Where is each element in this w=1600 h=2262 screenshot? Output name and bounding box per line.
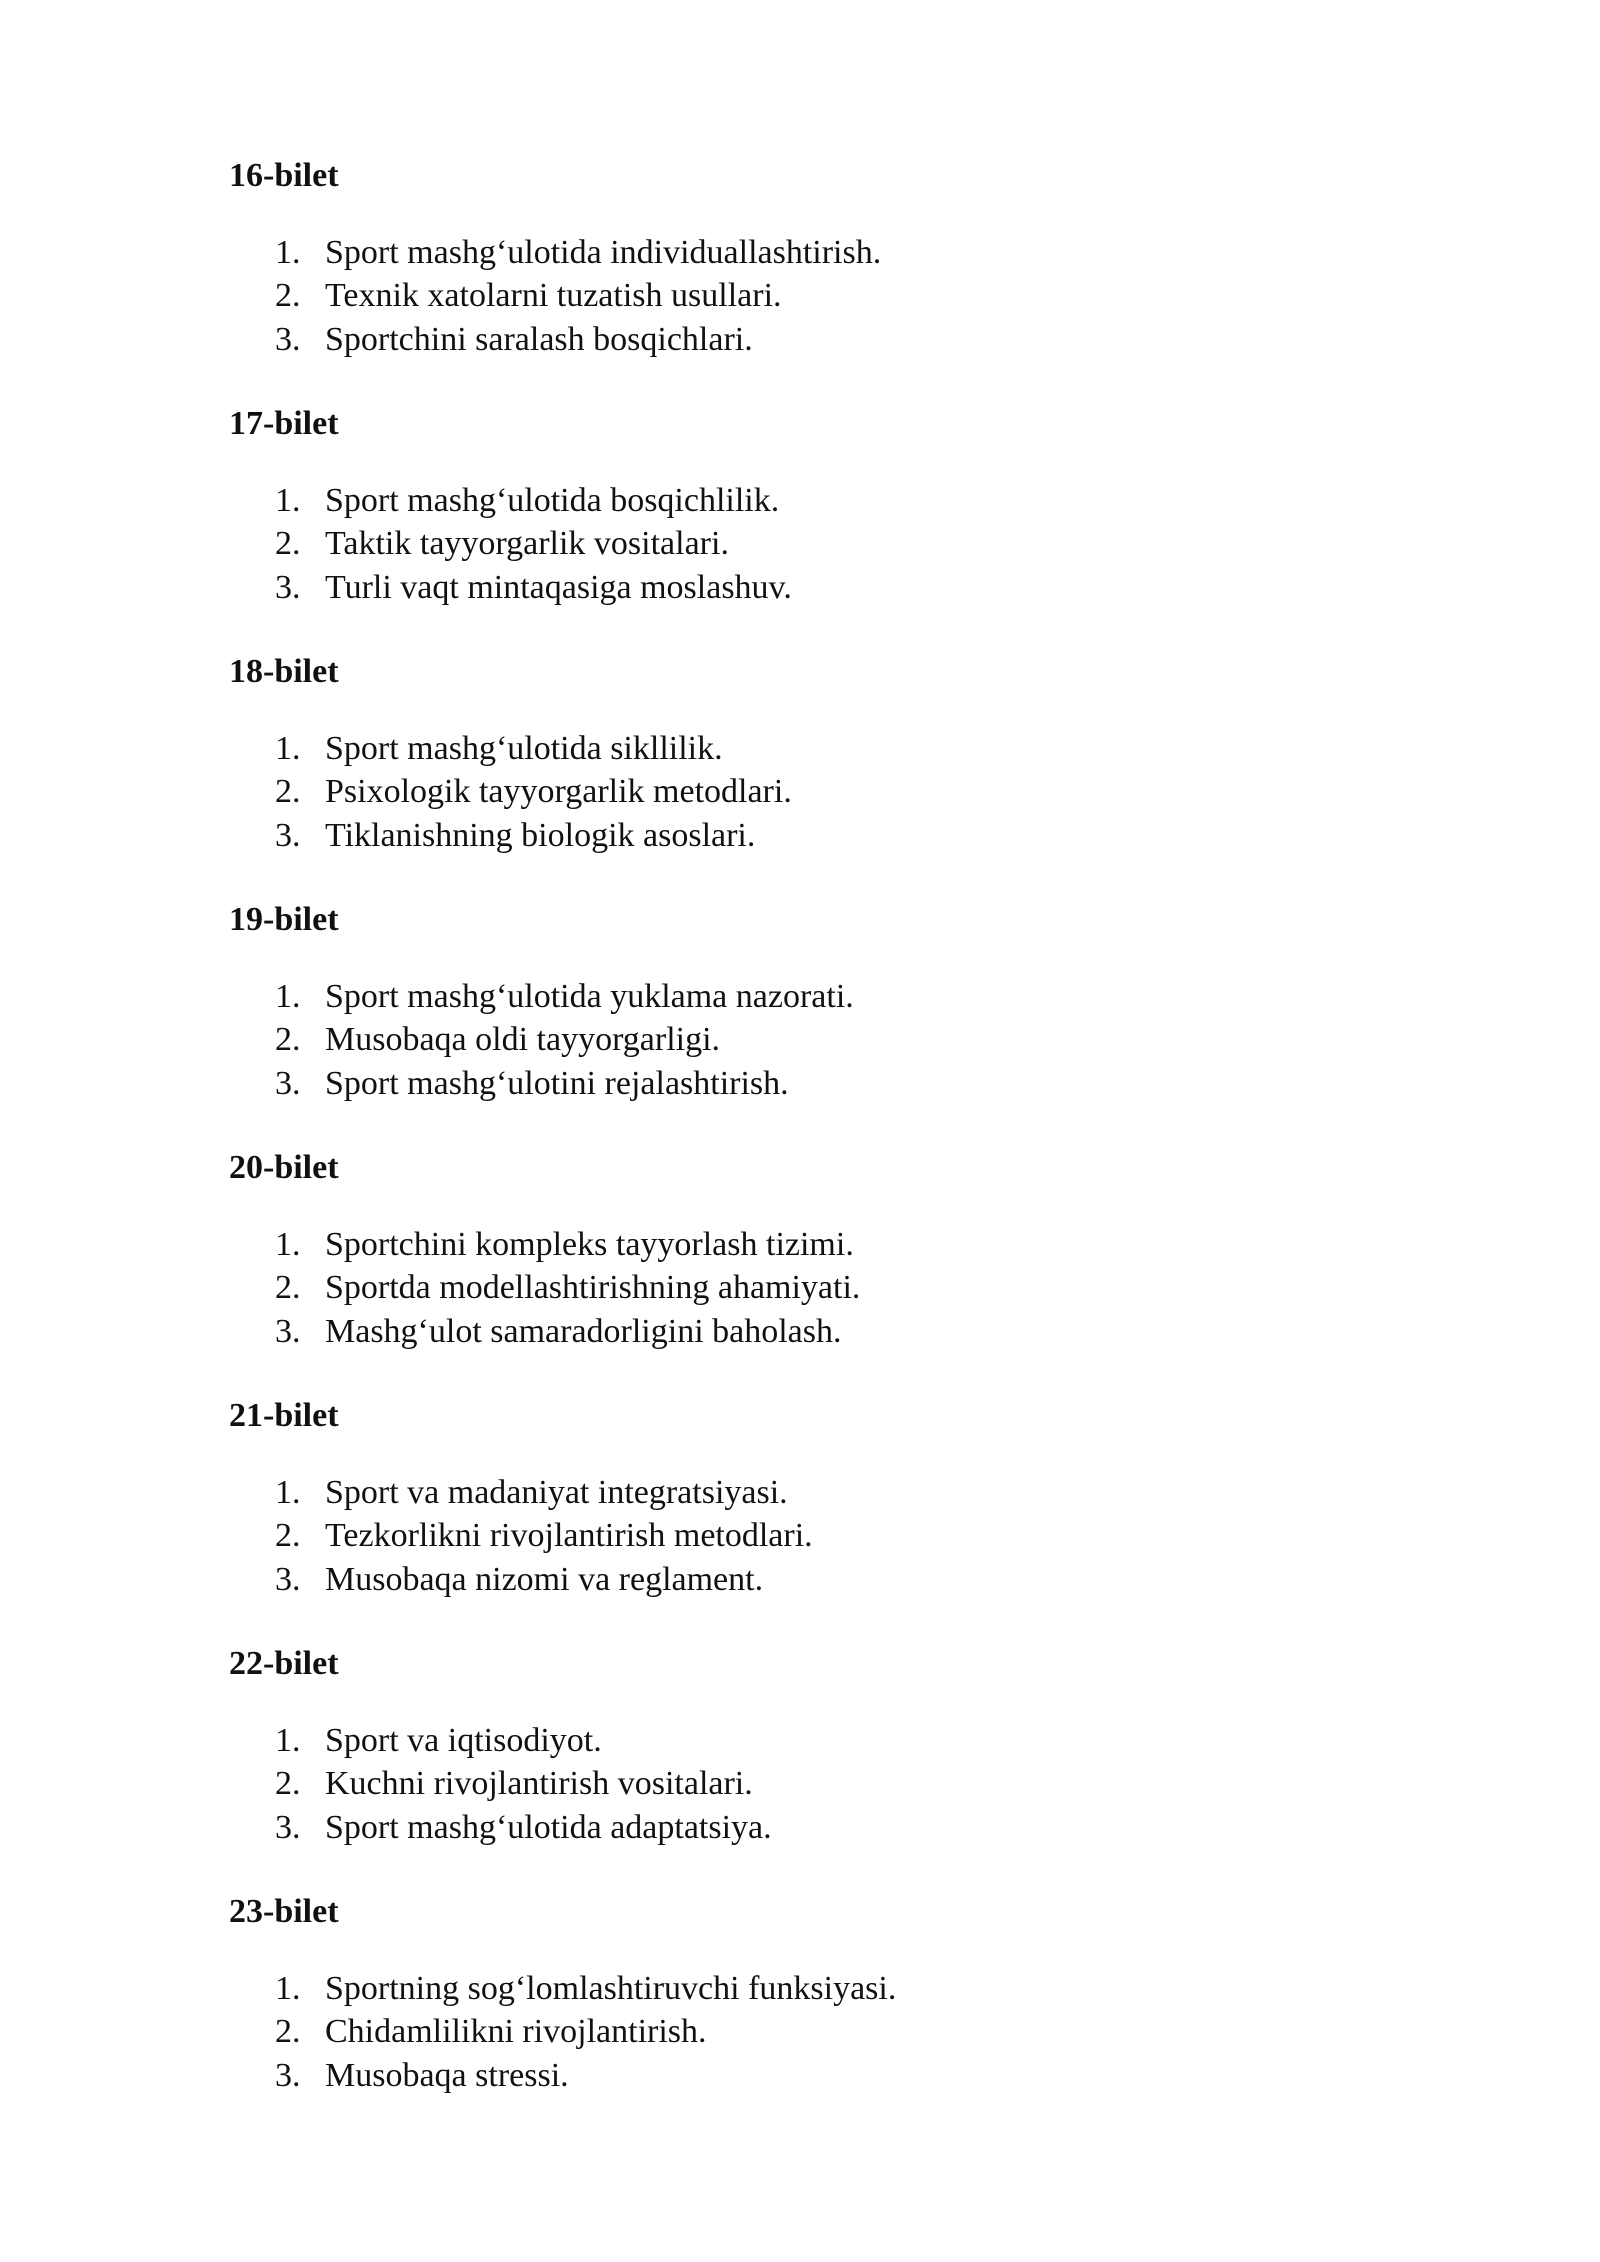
ticket-title: 19-bilet (229, 901, 339, 938)
question-list (229, 1471, 1429, 1601)
question-number: 3. (275, 1312, 301, 1350)
question-text: Psixologik tayyorgarlik metodlari. (325, 773, 792, 811)
question-number: 1. (275, 234, 301, 271)
question-text: Sport va madaniyat integratsiyasi. (325, 1474, 788, 1511)
question-text: Tezkorlikni rivojlantirish metodlari. (325, 1517, 813, 1555)
question-text: Sportda modellashtirishning ahamiyati. (325, 1269, 861, 1307)
question-text: Sportchini saralash bosqichlari. (325, 320, 753, 358)
ticket-title: 20-bilet (229, 1149, 339, 1186)
question-item (229, 1266, 1429, 1309)
question-item (229, 2010, 1429, 2053)
ticket-title: 21-bilet (229, 1397, 339, 1434)
question-item (229, 814, 1429, 857)
question-item (229, 318, 1429, 361)
question-list (229, 727, 1429, 857)
question-text: Turli vaqt mintaqasiga moslashuv. (325, 568, 792, 606)
question-number: 1. (275, 482, 301, 519)
ticket-22 (229, 1638, 1429, 1886)
question-item (229, 522, 1429, 565)
question-text: Kuchni rivojlantirish vositalari. (325, 1765, 753, 1803)
question-item (229, 975, 1429, 1018)
question-list (229, 975, 1429, 1105)
question-item (229, 1062, 1429, 1105)
ticket-18 (229, 646, 1429, 894)
question-text: Sport va iqtisodiyot. (325, 1722, 602, 1759)
question-item (229, 1967, 1429, 2010)
ticket-23 (229, 1886, 1429, 2134)
question-item (229, 231, 1429, 274)
ticket-17 (229, 398, 1429, 646)
question-text: Musobaqa oldi tayyorgarligi. (325, 1021, 721, 1059)
question-list (229, 479, 1429, 609)
question-text: Musobaqa stressi. (325, 2056, 569, 2094)
ticket-title: 18-bilet (229, 653, 339, 690)
question-number: 1. (275, 1722, 301, 1759)
question-item (229, 1018, 1429, 1061)
ticket-title: 23-bilet (229, 1893, 339, 1930)
question-text: Mashg‘ulot samaradorligini baholash. (325, 1312, 842, 1350)
question-number: 1. (275, 1474, 301, 1511)
question-number: 3. (275, 568, 301, 606)
ticket-title: 16-bilet (229, 157, 339, 194)
question-number: 2. (275, 1517, 301, 1555)
ticket-20 (229, 1142, 1429, 1390)
question-number: 2. (275, 773, 301, 811)
question-number: 2. (275, 1021, 301, 1059)
question-item (229, 1514, 1429, 1557)
question-text: Taktik tayyorgarlik vositalari. (325, 525, 729, 563)
question-number: 3. (275, 1560, 301, 1598)
question-text: Sportchini kompleks tayyorlash tizimi. (325, 1226, 854, 1263)
ticket-title: 22-bilet (229, 1645, 339, 1682)
question-number: 1. (275, 1226, 301, 1263)
question-text: Musobaqa nizomi va reglament. (325, 1560, 764, 1598)
question-number: 2. (275, 2013, 301, 2051)
question-item (229, 1762, 1429, 1805)
question-number: 2. (275, 1765, 301, 1803)
question-item (229, 1719, 1429, 1762)
question-item (229, 479, 1429, 522)
question-text: Sport mashg‘ulotida yuklama nazorati. (325, 978, 854, 1015)
question-number: 3. (275, 1064, 301, 1102)
question-number: 3. (275, 816, 301, 854)
question-item (229, 2054, 1429, 2097)
question-item (229, 1806, 1429, 1849)
question-item (229, 566, 1429, 609)
question-list (229, 231, 1429, 361)
question-text: Sport mashg‘ulotini rejalashtirish. (325, 1064, 789, 1102)
question-item (229, 1223, 1429, 1266)
ticket-16 (229, 150, 1429, 398)
question-list (229, 1967, 1429, 2097)
question-number: 2. (275, 1269, 301, 1307)
question-text: Sport mashg‘ulotida sikllilik. (325, 730, 723, 767)
question-item (229, 274, 1429, 317)
question-number: 2. (275, 525, 301, 563)
question-number: 3. (275, 320, 301, 358)
question-text: Tiklanishning biologik asoslari. (325, 816, 756, 854)
ticket-title: 17-bilet (229, 405, 339, 442)
question-number: 1. (275, 1970, 301, 2007)
question-list (229, 1223, 1429, 1353)
question-number: 3. (275, 1808, 301, 1846)
question-list (229, 1719, 1429, 1849)
question-number: 1. (275, 978, 301, 1015)
question-number: 1. (275, 730, 301, 767)
question-item (229, 770, 1429, 813)
question-item (229, 1471, 1429, 1514)
question-text: Chidamlilikni rivojlantirish. (325, 2013, 707, 2051)
question-item (229, 727, 1429, 770)
question-number: 3. (275, 2056, 301, 2094)
ticket-21 (229, 1390, 1429, 1638)
question-number: 2. (275, 277, 301, 315)
question-text: Texnik xatolarni tuzatish usullari. (325, 277, 782, 315)
ticket-19 (229, 894, 1429, 1142)
question-item (229, 1310, 1429, 1353)
question-text: Sport mashg‘ulotida individuallashtirish. (325, 234, 882, 271)
question-item (229, 1558, 1429, 1601)
question-text: Sport mashg‘ulotida adaptatsiya. (325, 1808, 772, 1846)
question-text: Sport mashg‘ulotida bosqichlilik. (325, 482, 780, 519)
ticket-list (229, 150, 1429, 2134)
question-text: Sportning sog‘lomlashtiruvchi funksiyasi. (325, 1970, 897, 2007)
